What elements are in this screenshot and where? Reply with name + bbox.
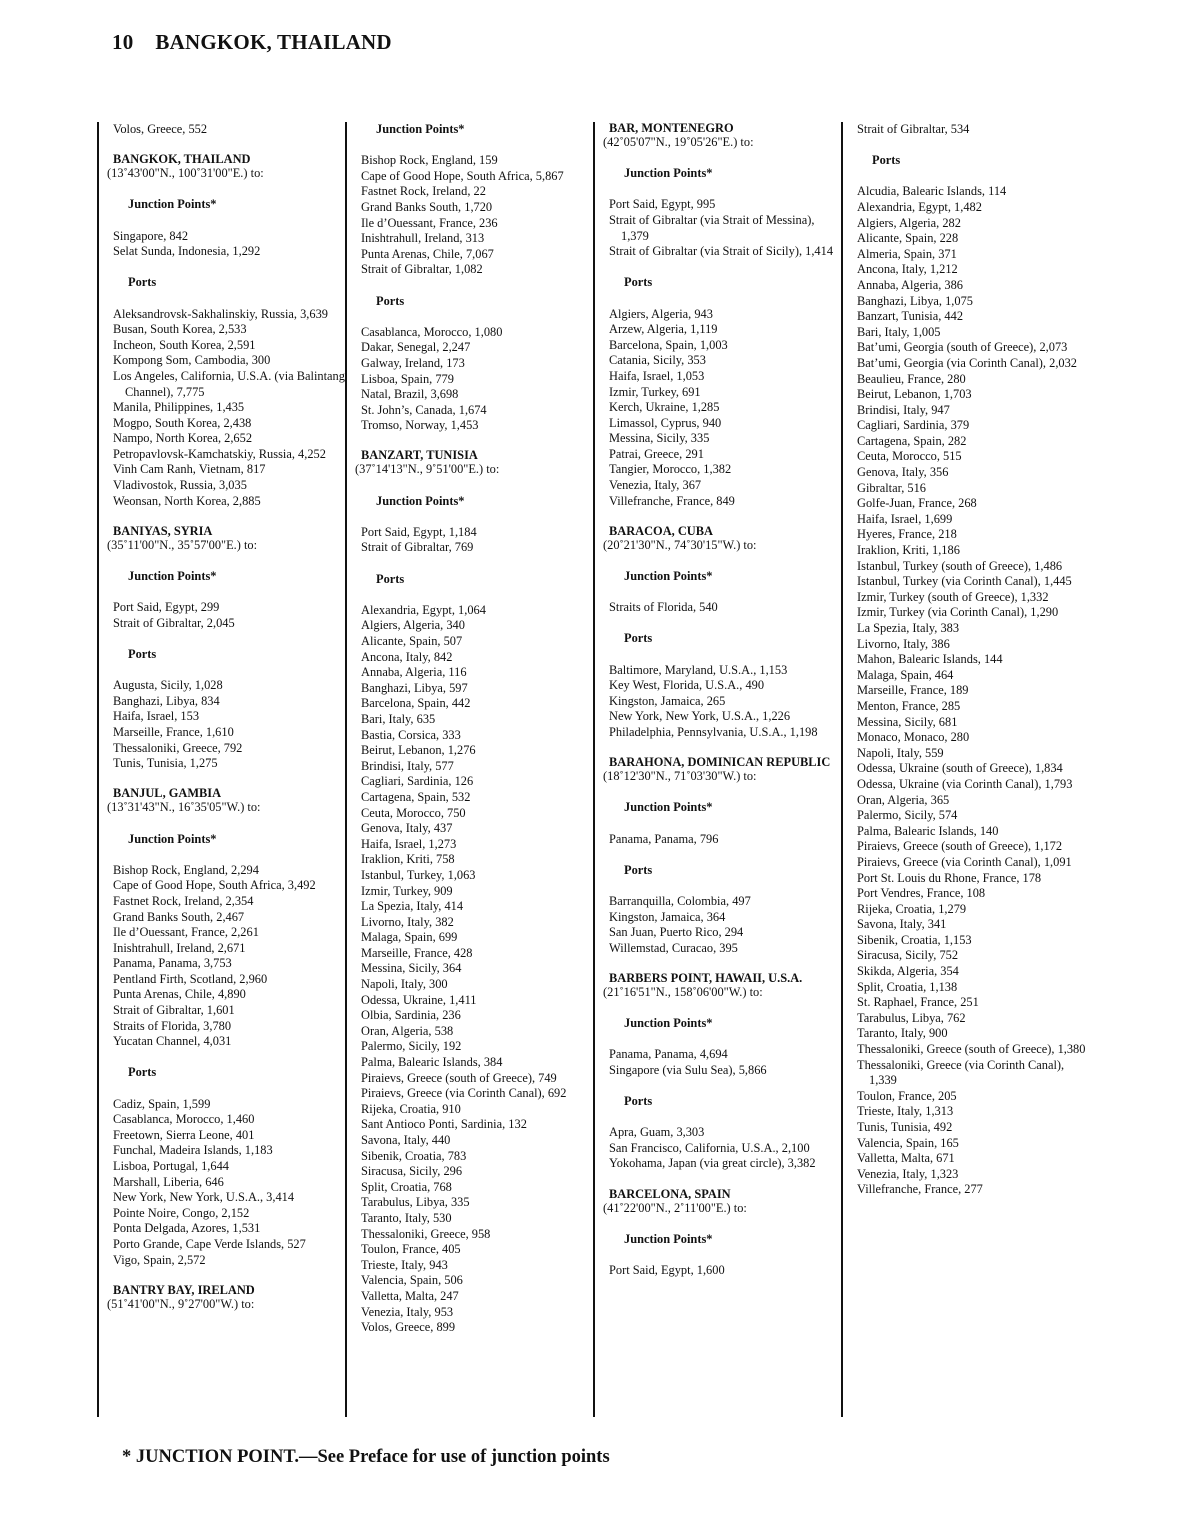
distance-entry: Lisboa, Portugal, 1,644 [113, 1159, 229, 1173]
place-heading: BANZART, TUNISIA [361, 448, 478, 463]
coordinates: (41˚22'00"N., 2˚11'00"E.) to: [603, 1200, 747, 1215]
distance-entry: Port Said, Egypt, 995 [609, 197, 716, 212]
distance-entry: Ile d’Ouessant, France, 236 [361, 215, 498, 230]
distance-entry: Strait of Gibraltar (via Strait of Sicily), 1,414 [609, 244, 834, 259]
distance-entry: Marseille, France, 428 [361, 945, 473, 960]
distance-entry: Fastnet Rock, Ireland, 22 [361, 184, 486, 199]
distance-entry: Marseille, France, 1,610 [113, 724, 234, 739]
distance-entry: Bat’umi, Georgia (via Corinth Canal), 2,032 [857, 355, 1078, 370]
distance-entry: Palermo, Sicily, 574 [857, 808, 958, 823]
column-3 [593, 122, 841, 1417]
distance-entry: Hyeres, France, 218 [857, 527, 957, 542]
distance-entry: Haifa, Israel, 1,053 [609, 368, 705, 383]
distance-entry: Ancona, Italy, 1,212 [857, 262, 958, 277]
distance-entry: Tarabulus, Libya, 335 [361, 1195, 470, 1210]
distance-entry: Ancona, Italy, 842 [361, 649, 453, 664]
distance-entry: Vladivostok, Russia, 3,035 [113, 478, 247, 493]
distance-entry: Panama, Panama, 3,753 [113, 956, 232, 971]
distance-entry: Odessa, Ukraine (south of Greece), 1,834 [857, 761, 1063, 776]
distance-entry: Mogpo, South Korea, 2,438 [113, 415, 252, 430]
distance-entry: Venezia, Italy, 1,323 [857, 1166, 959, 1181]
distance-entry: New York, New York, U.S.A., 1,226 [609, 709, 791, 724]
distance-entry: Kingston, Jamaica, 364 [609, 909, 726, 924]
distance-entry: Nampo, North Korea, 2,652 [113, 431, 253, 446]
distance-entry: Genova, Italy, 437 [361, 821, 453, 836]
distance-entry: Piraievs, Greece (via Corinth Canal), 692 [361, 1086, 567, 1101]
place-heading: BAR, MONTENEGRO [609, 121, 734, 135]
distance-entry: Kingston, Jamaica, 265 [609, 693, 726, 708]
junction-point-footnote: * JUNCTION POINT.—See Preface for use of junction points [122, 1447, 610, 1467]
distance-entry: Taranto, Italy, 530 [361, 1210, 452, 1225]
page-header [112, 30, 392, 55]
distance-entry: Venezia, Italy, 367 [609, 478, 702, 493]
distance-entry: Grand Banks South, 1,720 [361, 199, 493, 214]
distance-entry: Siracusa, Sicily, 296 [361, 1164, 463, 1179]
column-1 [97, 122, 345, 1417]
section-subheading: Junction Points* [376, 493, 465, 508]
coordinates: (51˚41'00"N., 9˚27'00"W.) to: [107, 1296, 255, 1311]
distance-entry: Barcelona, Spain, 442 [361, 696, 471, 711]
distance-entry: Strait of Gibraltar, 2,045 [113, 615, 235, 630]
distance-entry: Cadiz, Spain, 1,599 [113, 1096, 211, 1111]
distance-entry: Valencia, Spain, 506 [361, 1273, 463, 1288]
distance-entry: Bat’umi, Georgia (south of Greece), 2,073 [857, 340, 1068, 355]
distance-entry: Selat Sunda, Indonesia, 1,292 [113, 244, 261, 259]
distance-entry: La Spezia, Italy, 414 [361, 899, 464, 914]
distance-entry: Pentland Firth, Scotland, 2,960 [113, 971, 268, 986]
distance-entry: Pointe Noire, Congo, 2,152 [113, 1205, 250, 1220]
distance-entry: Panama, Panama, 796 [609, 831, 719, 846]
distance-entry: Odessa, Ukraine, 1,411 [361, 992, 477, 1007]
distance-entry: Siracusa, Sicily, 752 [857, 948, 959, 963]
distance-entry: Banghazi, Libya, 834 [113, 693, 220, 708]
distance-entry: Malaga, Spain, 699 [361, 930, 458, 945]
distance-entry: Rijeka, Croatia, 1,279 [857, 901, 967, 916]
place-heading: BANGKOK, THAILAND [113, 152, 251, 167]
distance-entry: Palermo, Sicily, 192 [361, 1039, 462, 1054]
distance-entry: Menton, France, 285 [857, 698, 961, 713]
distance-entry: Straits of Florida, 540 [609, 600, 718, 615]
section-subheading: Junction Points* [128, 569, 217, 584]
distance-entry: Almeria, Spain, 371 [857, 246, 957, 261]
distance-entry: Thessaloniki, Greece, 792 [113, 740, 243, 755]
distance-entry: Monaco, Monaco, 280 [857, 730, 970, 745]
distance-entry: Alcudia, Balearic Islands, 114 [857, 184, 1007, 199]
distance-entry: St. Raphael, France, 251 [857, 995, 979, 1010]
distance-entry: Messina, Sicily, 335 [609, 431, 710, 446]
distance-entry: Ile d’Ouessant, France, 2,261 [113, 925, 259, 940]
distance-entry: Messina, Sicily, 364 [361, 961, 462, 976]
distance-entry: Thessaloniki, Greece (via Corinth Canal), 1,339 [857, 1057, 1065, 1088]
distance-entry: Istanbul, Turkey (south of Greece), 1,486 [857, 558, 1063, 573]
distance-entry: Port St. Louis du Rhone, France, 178 [857, 870, 1042, 885]
distance-entry: Haifa, Israel, 153 [113, 709, 200, 724]
distance-entry: Haifa, Israel, 1,273 [361, 836, 457, 851]
distance-entry: Gibraltar, 516 [857, 480, 927, 495]
distance-entry: Mahon, Balearic Islands, 144 [857, 652, 1003, 667]
distance-entry: Tromso, Norway, 1,453 [361, 418, 479, 433]
distance-entry: Dakar, Senegal, 2,247 [361, 340, 471, 355]
distance-entry: Valencia, Spain, 165 [857, 1135, 959, 1150]
distance-entry: Fastnet Rock, Ireland, 2,354 [113, 893, 254, 908]
distance-entry: Golfe-Juan, France, 268 [857, 496, 977, 511]
distance-entry: Petropavlovsk-Kamchatskiy, Russia, 4,252 [113, 446, 326, 461]
distance-entry: Piraievs, Greece (south of Greece), 1,172 [857, 839, 1063, 854]
distance-entry: Funchal, Madeira Islands, 1,183 [113, 1143, 273, 1158]
distance-entry: Singapore (via Sulu Sea), 5,866 [609, 1062, 767, 1077]
distance-entry: Oran, Algeria, 538 [361, 1023, 454, 1038]
distance-entry: Apra, Guam, 3,303 [609, 1125, 705, 1140]
place-heading: BARAHONA, DOMINICAN REPUBLIC [609, 755, 831, 770]
coordinates: (21˚16'51"N., 158˚06'00"W.) to: [603, 984, 763, 999]
distance-entry: Barranquilla, Colombia, 497 [609, 893, 751, 908]
distance-entry: Patrai, Greece, 291 [609, 446, 704, 461]
distance-entry: Alexandria, Egypt, 1,482 [857, 199, 982, 214]
distance-entry: Izmir, Turkey (via Corinth Canal), 1,290 [857, 605, 1059, 620]
distance-entry: Marshall, Liberia, 646 [113, 1174, 224, 1189]
distance-entry: Villefranche, France, 849 [609, 493, 735, 508]
distance-entry: Villefranche, France, 277 [857, 1182, 983, 1197]
coordinates: (13˚31'43"N., 16˚35'05"W.) to: [107, 800, 261, 815]
distance-entry: Brindisi, Italy, 947 [857, 402, 950, 417]
distance-entry: Catania, Sicily, 353 [609, 353, 706, 368]
distance-entry: Bishop Rock, England, 2,294 [113, 862, 259, 877]
distance-entry: Cagliari, Sardinia, 126 [361, 774, 474, 789]
distance-entry: Volos, Greece, 552 [113, 122, 208, 136]
distance-entry: Savona, Italy, 440 [361, 1133, 451, 1147]
distance-entry: Sibenik, Croatia, 783 [361, 1148, 467, 1163]
distance-entry: Skikda, Algeria, 354 [857, 964, 959, 979]
distance-entry: Barcelona, Spain, 1,003 [609, 337, 728, 352]
distance-entry: Grand Banks South, 2,467 [113, 909, 245, 924]
distance-entry: Los Angeles, California, U.S.A. (via Balintang Channel), 7,775 [113, 368, 345, 399]
distance-entry: Tangier, Morocco, 1,382 [609, 462, 732, 477]
distance-entry: Sibenik, Croatia, 1,153 [857, 932, 972, 947]
section-subheading: Junction Points* [128, 831, 217, 846]
distance-entry: Alicante, Spain, 507 [361, 634, 463, 648]
distance-entry: Taranto, Italy, 900 [857, 1026, 948, 1041]
place-heading: BARBERS POINT, HAWAII, U.S.A. [609, 970, 803, 985]
coordinates: (20˚21'30"N., 74˚30'15"W.) to: [603, 537, 757, 552]
distance-entry: Valletta, Malta, 247 [361, 1288, 459, 1303]
coordinates: (35˚11'00"N., 35˚57'00"E.) to: [107, 537, 258, 552]
distance-entry: Punta Arenas, Chile, 4,890 [113, 987, 246, 1002]
place-heading: BANIYAS, SYRIA [113, 523, 213, 538]
distance-entry: Natal, Brazil, 3,698 [361, 387, 459, 402]
distance-entry: Vinh Cam Ranh, Vietnam, 817 [113, 462, 266, 477]
distance-entry: Beirut, Lebanon, 1,703 [857, 387, 972, 402]
coordinates: (37˚14'13"N., 9˚51'00"E.) to: [355, 462, 500, 477]
distance-entry: Bishop Rock, England, 159 [361, 153, 498, 168]
distance-entry: Rijeka, Croatia, 910 [361, 1101, 461, 1116]
distance-entry: Porto Grande, Cape Verde Islands, 527 [113, 1236, 306, 1251]
distance-entry: Willemstad, Curacao, 395 [609, 940, 738, 955]
distance-entry: San Francisco, California, U.S.A., 2,100 [609, 1140, 810, 1155]
distance-entry: Tarabulus, Libya, 762 [857, 1010, 966, 1025]
distance-entry: Thessaloniki, Greece (south of Greece), 1,380 [857, 1042, 1086, 1057]
distance-entry: Napoli, Italy, 300 [361, 977, 448, 992]
distance-entry: Beaulieu, France, 280 [857, 371, 966, 386]
distance-entry: Augusta, Sicily, 1,028 [113, 678, 223, 693]
distance-entry: Yucatan Channel, 4,031 [113, 1034, 232, 1049]
distance-entry: Bastia, Corsica, 333 [361, 727, 461, 742]
distance-entry: Sant Antioco Ponti, Sardinia, 132 [361, 1117, 527, 1132]
distance-entry: Port Said, Egypt, 1,600 [609, 1262, 725, 1277]
distance-entry: Alexandria, Egypt, 1,064 [361, 602, 486, 617]
distance-entry: Manila, Philippines, 1,435 [113, 400, 245, 415]
section-subheading: Junction Points* [376, 122, 465, 136]
distance-entry: Marseille, France, 189 [857, 683, 969, 698]
distance-entry: Toulon, France, 405 [361, 1242, 461, 1257]
distance-entry: Strait of Gibraltar, 1,082 [361, 262, 483, 277]
distance-entry: Trieste, Italy, 943 [361, 1257, 448, 1272]
distance-entry: Strait of Gibraltar, 534 [857, 122, 970, 136]
distance-entry: Oran, Algeria, 365 [857, 792, 950, 807]
section-subheading: Ports [128, 647, 157, 661]
distance-entry: Istanbul, Turkey, 1,063 [361, 867, 476, 882]
distance-entry: Algiers, Algeria, 943 [609, 306, 713, 321]
distance-entry: Weonsan, North Korea, 2,885 [113, 493, 261, 508]
distance-entry: Casablanca, Morocco, 1,080 [361, 324, 503, 339]
distance-entry: Olbia, Sardinia, 236 [361, 1008, 461, 1023]
distance-entry: Cagliari, Sardinia, 379 [857, 418, 970, 433]
distance-entry: Istanbul, Turkey (via Corinth Canal), 1,445 [857, 574, 1072, 589]
distance-entry: St. John’s, Canada, 1,674 [361, 402, 487, 417]
distance-entry: Genova, Italy, 356 [857, 465, 949, 480]
distance-entry: Iraklion, Kriti, 758 [361, 852, 455, 867]
distance-entry: Savona, Italy, 341 [857, 917, 947, 932]
distance-entry: Split, Croatia, 768 [361, 1179, 452, 1194]
distance-entry: Annaba, Algeria, 116 [361, 665, 467, 680]
distance-entry: Cartagena, Spain, 532 [361, 789, 471, 804]
distance-entry: Annaba, Algeria, 386 [857, 277, 963, 292]
section-subheading: Ports [872, 153, 901, 168]
distance-entry: Volos, Greece, 899 [361, 1320, 456, 1335]
distance-entry: Messina, Sicily, 681 [857, 714, 958, 729]
distance-entry: Izmir, Turkey (south of Greece), 1,332 [857, 589, 1049, 604]
section-subheading: Ports [376, 571, 405, 586]
distance-entry: San Juan, Puerto Rico, 294 [609, 925, 744, 940]
distance-entry: Izmir, Turkey, 909 [361, 883, 453, 898]
section-subheading: Junction Points* [624, 1016, 713, 1031]
distance-entry: Kompong Som, Cambodia, 300 [113, 353, 271, 368]
distance-entry: Panama, Panama, 4,694 [609, 1047, 728, 1062]
section-subheading: Ports [376, 293, 405, 308]
distance-entry: Busan, South Korea, 2,533 [113, 322, 247, 337]
distance-entry: Baltimore, Maryland, U.S.A., 1,153 [609, 662, 788, 677]
distance-entry: Banghazi, Libya, 1,075 [857, 293, 973, 308]
distance-entry: Banghazi, Libya, 597 [361, 680, 468, 695]
distance-entry: Banzart, Tunisia, 442 [857, 309, 964, 324]
distance-entry: Inishtrahull, Ireland, 313 [361, 231, 485, 246]
section-subheading: Junction Points* [624, 800, 713, 815]
coordinates: (13˚43'00"N., 100˚31'00"E.) to: [107, 166, 264, 181]
distance-entry: Livorno, Italy, 386 [857, 636, 950, 651]
distance-entry: Alicante, Spain, 228 [857, 231, 959, 246]
distance-entry: Ceuta, Morocco, 750 [361, 805, 466, 820]
distance-entry: Beirut, Lebanon, 1,276 [361, 743, 476, 758]
distance-entry: Strait of Gibraltar, 1,601 [113, 1003, 235, 1018]
distance-entry: Haifa, Israel, 1,699 [857, 511, 953, 526]
distance-entry: Port Said, Egypt, 1,184 [361, 524, 477, 539]
page-title: BANGKOK, THAILAND [155, 30, 392, 54]
distance-entry: Toulon, France, 205 [857, 1088, 957, 1103]
section-subheading: Junction Points* [624, 1231, 713, 1246]
distance-entry: Algiers, Algeria, 282 [857, 215, 961, 230]
distance-entry: Thessaloniki, Greece, 958 [361, 1226, 491, 1241]
distance-entry: Ponta Delgada, Azores, 1,531 [113, 1221, 261, 1236]
column-4 [841, 122, 1089, 1417]
distance-entry: Freetown, Sierra Leone, 401 [113, 1127, 255, 1142]
distance-entry: Galway, Ireland, 173 [361, 355, 465, 370]
distance-entry: Izmir, Turkey, 691 [609, 384, 701, 399]
distance-entry: Ceuta, Morocco, 515 [857, 449, 962, 464]
distance-entry: Trieste, Italy, 1,313 [857, 1104, 954, 1119]
section-subheading: Ports [624, 275, 653, 290]
place-heading: BARCELONA, SPAIN [609, 1186, 731, 1201]
distance-entry: Napoli, Italy, 559 [857, 745, 944, 760]
distance-entry: Port Said, Egypt, 299 [113, 600, 220, 615]
distance-entry: Kerch, Ukraine, 1,285 [609, 400, 720, 415]
distance-entry: Strait of Gibraltar (via Strait of Messina), 1,379 [609, 212, 815, 243]
distance-entry: Odessa, Ukraine (via Corinth Canal), 1,793 [857, 776, 1073, 791]
section-subheading: Ports [624, 862, 653, 877]
distance-entry: Incheon, South Korea, 2,591 [113, 337, 256, 352]
coordinates: (42˚05'07"N., 19˚05'26"E.) to: [603, 135, 754, 149]
distance-entry: Aleksandrovsk-Sakhalinskiy, Russia, 3,639 [113, 306, 328, 321]
distance-entry: Punta Arenas, Chile, 7,067 [361, 246, 494, 261]
distance-entry: Palma, Balearic Islands, 140 [857, 823, 999, 838]
section-subheading: Junction Points* [624, 569, 713, 584]
distance-entry: Malaga, Spain, 464 [857, 667, 954, 682]
section-subheading: Junction Points* [624, 166, 713, 181]
distance-entry: Cartagena, Spain, 282 [857, 433, 967, 448]
distance-entry: Yokohama, Japan (via great circle), 3,382 [609, 1156, 816, 1171]
section-subheading: Ports [128, 1065, 157, 1080]
distance-entry: Bari, Italy, 1,005 [857, 324, 941, 339]
place-heading: BANJUL, GAMBIA [113, 786, 222, 801]
distance-entry: La Spezia, Italy, 383 [857, 621, 960, 635]
distance-entry: Piraievs, Greece (via Corinth Canal), 1,091 [857, 854, 1072, 869]
distance-entry: Casablanca, Morocco, 1,460 [113, 1112, 255, 1127]
section-subheading: Ports [128, 275, 157, 290]
distance-entry: Philadelphia, Pennsylvania, U.S.A., 1,198 [609, 724, 818, 739]
distance-entry: Brindisi, Italy, 577 [361, 758, 454, 773]
distance-entry: Cape of Good Hope, South Africa, 3,492 [113, 878, 316, 893]
distance-entry: Tunis, Tunisia, 1,275 [113, 756, 218, 771]
distance-entry: Algiers, Algeria, 340 [361, 618, 465, 633]
distance-entry: Limassol, Cyprus, 940 [609, 415, 722, 430]
distance-entry: Port Vendres, France, 108 [857, 886, 986, 901]
distance-entry: Bari, Italy, 635 [361, 711, 436, 726]
distance-entry: Cape of Good Hope, South Africa, 5,867 [361, 168, 564, 183]
distance-entry: Tunis, Tunisia, 492 [857, 1120, 953, 1134]
distance-entry: Piraievs, Greece (south of Greece), 749 [361, 1070, 557, 1085]
section-subheading: Junction Points* [128, 197, 217, 212]
place-heading: BARACOA, CUBA [609, 523, 713, 538]
distance-entry: Arzew, Algeria, 1,119 [609, 322, 718, 337]
distance-entry: Singapore, 842 [113, 228, 189, 243]
distance-entry: Strait of Gibraltar, 769 [361, 540, 474, 555]
distance-entry: Venezia, Italy, 953 [361, 1304, 454, 1319]
place-heading: BANTRY BAY, IRELAND [113, 1282, 255, 1297]
distance-entry: Iraklion, Kriti, 1,186 [857, 543, 960, 558]
page-number: 10 [112, 30, 134, 54]
distance-entry: Split, Croatia, 1,138 [857, 979, 958, 994]
coordinates: (18˚12'30"N., 71˚03'30"W.) to: [603, 769, 757, 784]
section-subheading: Ports [624, 1094, 653, 1109]
distance-entry: Lisboa, Spain, 779 [361, 371, 454, 386]
distance-entry: Key West, Florida, U.S.A., 490 [609, 678, 765, 693]
distance-entry: Livorno, Italy, 382 [361, 914, 454, 929]
distance-entry: New York, New York, U.S.A., 3,414 [113, 1190, 295, 1205]
distance-entry: Straits of Florida, 3,780 [113, 1018, 232, 1033]
section-subheading: Ports [624, 631, 653, 646]
column-2 [345, 122, 593, 1417]
distance-entry: Palma, Balearic Islands, 384 [361, 1055, 503, 1070]
distance-entry: Vigo, Spain, 2,572 [113, 1252, 206, 1267]
distance-entry: Valletta, Malta, 671 [857, 1151, 955, 1166]
distance-entry: Inishtrahull, Ireland, 2,671 [113, 940, 246, 955]
